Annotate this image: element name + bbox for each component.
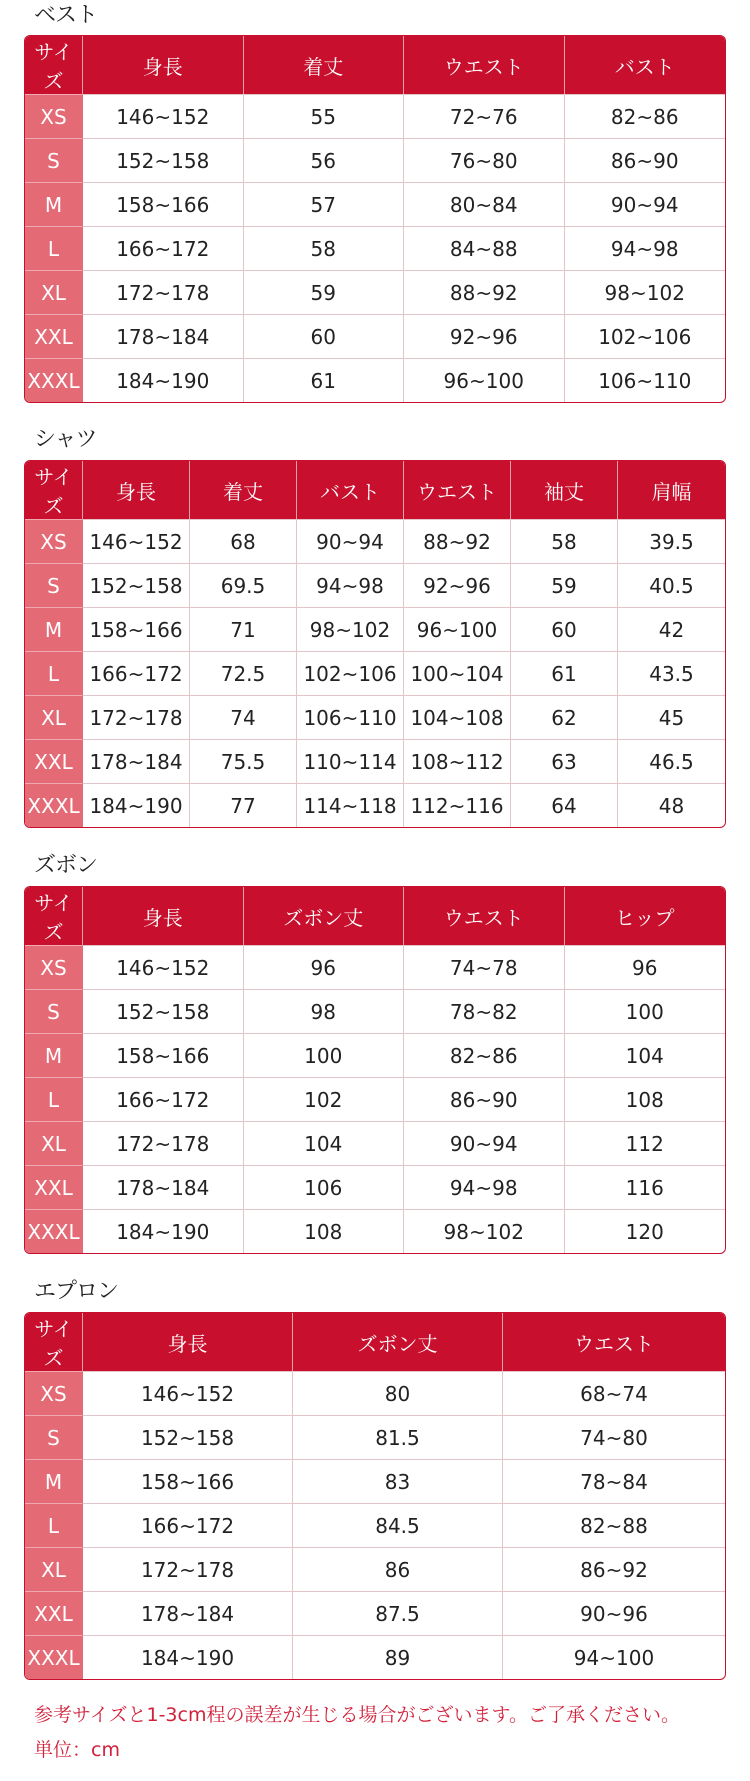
- measurement-cell: 68: [190, 519, 297, 563]
- measurement-cell: 69.5: [190, 563, 297, 607]
- measurement-cell: 110~114: [297, 739, 404, 783]
- measurement-cell: 90~96: [503, 1591, 725, 1635]
- measurement-cell: 60: [244, 314, 405, 358]
- column-header: バスト: [297, 461, 404, 519]
- measurement-cell: 146~152: [83, 94, 244, 138]
- measurement-cell: 158~166: [83, 1459, 293, 1503]
- size-label-cell: XXXL: [25, 1635, 83, 1679]
- column-header: サイズ: [25, 887, 83, 945]
- table-row: [25, 1121, 725, 1165]
- size-label-cell: M: [25, 607, 83, 651]
- table-row: [25, 783, 725, 827]
- measurement-cell: 42: [618, 607, 725, 651]
- measurement-cell: 74: [190, 695, 297, 739]
- table-row: [25, 270, 725, 314]
- measurement-cell: 178~184: [83, 1591, 293, 1635]
- pants-section-title: ズボン: [34, 853, 98, 878]
- column-header: ズボン丈: [293, 1313, 503, 1371]
- measurement-cell: 184~190: [83, 1209, 244, 1253]
- table-row: [25, 1415, 725, 1459]
- table-row: [25, 94, 725, 138]
- measurement-cell: 146~152: [83, 945, 244, 989]
- column-header: 身長: [83, 36, 244, 94]
- measurement-cell: 96: [244, 945, 405, 989]
- table-row: [25, 651, 725, 695]
- size-label-cell: XXL: [25, 1165, 83, 1209]
- size-label-cell: XXL: [25, 1591, 83, 1635]
- measurement-cell: 100: [565, 989, 726, 1033]
- table-row: [25, 1165, 725, 1209]
- measurement-cell: 102~106: [565, 314, 726, 358]
- table-row: [25, 1635, 725, 1679]
- measurement-cell: 74~78: [404, 945, 565, 989]
- table-row: [25, 1503, 725, 1547]
- size-label-cell: L: [25, 1503, 83, 1547]
- column-header: 肩幅: [618, 461, 725, 519]
- measurement-cell: 92~96: [404, 563, 511, 607]
- column-header: バスト: [565, 36, 726, 94]
- measurement-cell: 158~166: [83, 1033, 244, 1077]
- measurement-cell: 86~90: [404, 1077, 565, 1121]
- measurement-cell: 89: [293, 1635, 503, 1679]
- table-row: [25, 989, 725, 1033]
- column-header: 着丈: [190, 461, 297, 519]
- measurement-cell: 55: [244, 94, 405, 138]
- shirt-size-table: [24, 460, 726, 828]
- table-row: [25, 182, 725, 226]
- measurement-cell: 75.5: [190, 739, 297, 783]
- measurement-cell: 81.5: [293, 1415, 503, 1459]
- measurement-cell: 166~172: [83, 226, 244, 270]
- measurement-cell: 56: [244, 138, 405, 182]
- measurement-cell: 82~86: [565, 94, 726, 138]
- vest-section-title: ベスト: [34, 3, 98, 28]
- table-row: [25, 739, 725, 783]
- measurement-cell: 68~74: [503, 1371, 725, 1415]
- measurement-cell: 166~172: [83, 1077, 244, 1121]
- measurement-cell: 82~88: [503, 1503, 725, 1547]
- measurement-cell: 87.5: [293, 1591, 503, 1635]
- measurement-cell: 106~110: [297, 695, 404, 739]
- measurement-cell: 88~92: [404, 519, 511, 563]
- table-row: [25, 138, 725, 182]
- size-label-cell: XXXL: [25, 783, 83, 827]
- table-header-row: [25, 887, 725, 945]
- measurement-cell: 98~102: [565, 270, 726, 314]
- size-label-cell: XL: [25, 270, 83, 314]
- pants-size-table: [24, 886, 726, 1254]
- column-header: 身長: [83, 461, 190, 519]
- measurement-cell: 61: [511, 651, 618, 695]
- measurement-cell: 120: [565, 1209, 726, 1253]
- measurement-cell: 45: [618, 695, 725, 739]
- size-label-cell: M: [25, 1033, 83, 1077]
- measurement-cell: 166~172: [83, 1503, 293, 1547]
- size-label-cell: XXXL: [25, 358, 83, 402]
- measurement-cell: 92~96: [404, 314, 565, 358]
- size-label-cell: S: [25, 1415, 83, 1459]
- measurement-cell: 72.5: [190, 651, 297, 695]
- measurement-cell: 43.5: [618, 651, 725, 695]
- measurement-cell: 114~118: [297, 783, 404, 827]
- apron-size-table: [24, 1312, 726, 1680]
- measurement-cell: 104~108: [404, 695, 511, 739]
- measurement-cell: 146~152: [83, 519, 190, 563]
- table-header-row: [25, 1313, 725, 1371]
- measurement-cell: 98~102: [297, 607, 404, 651]
- size-label-cell: XXL: [25, 739, 83, 783]
- measurement-cell: 90~94: [404, 1121, 565, 1165]
- measurement-cell: 86~90: [565, 138, 726, 182]
- column-header: 身長: [83, 887, 244, 945]
- measurement-cell: 102~106: [297, 651, 404, 695]
- size-disclaimer: 参考サイズと1-3cm程の誤差が生じる場合がございます。ご了承ください。: [34, 1704, 680, 1726]
- measurement-cell: 152~158: [83, 138, 244, 182]
- column-header: サイズ: [25, 461, 83, 519]
- table-row: [25, 519, 725, 563]
- measurement-cell: 178~184: [83, 1165, 244, 1209]
- measurement-cell: 100~104: [404, 651, 511, 695]
- measurement-cell: 152~158: [83, 989, 244, 1033]
- measurement-cell: 71: [190, 607, 297, 651]
- measurement-cell: 172~178: [83, 1547, 293, 1591]
- measurement-cell: 46.5: [618, 739, 725, 783]
- table-header-row: [25, 36, 725, 94]
- column-header: ズボン丈: [244, 887, 405, 945]
- measurement-cell: 60: [511, 607, 618, 651]
- measurement-cell: 98: [244, 989, 405, 1033]
- column-header: 袖丈: [511, 461, 618, 519]
- measurement-cell: 166~172: [83, 651, 190, 695]
- size-label-cell: S: [25, 138, 83, 182]
- measurement-cell: 152~158: [83, 1415, 293, 1459]
- measurement-cell: 94~98: [404, 1165, 565, 1209]
- size-label-cell: XL: [25, 695, 83, 739]
- measurement-cell: 184~190: [83, 783, 190, 827]
- measurement-cell: 62: [511, 695, 618, 739]
- apron-section-title: エプロン: [34, 1279, 119, 1304]
- measurement-cell: 104: [244, 1121, 405, 1165]
- measurement-cell: 74~80: [503, 1415, 725, 1459]
- table-row: [25, 1209, 725, 1253]
- measurement-cell: 64: [511, 783, 618, 827]
- measurement-cell: 86: [293, 1547, 503, 1591]
- measurement-cell: 172~178: [83, 270, 244, 314]
- size-label-cell: S: [25, 563, 83, 607]
- column-header: ウエスト: [404, 887, 565, 945]
- measurement-cell: 59: [244, 270, 405, 314]
- size-label-cell: L: [25, 1077, 83, 1121]
- measurement-cell: 88~92: [404, 270, 565, 314]
- measurement-cell: 78~82: [404, 989, 565, 1033]
- size-label-cell: L: [25, 226, 83, 270]
- measurement-cell: 112~116: [404, 783, 511, 827]
- table-row: [25, 1371, 725, 1415]
- measurement-cell: 77: [190, 783, 297, 827]
- measurement-cell: 61: [244, 358, 405, 402]
- table-row: [25, 695, 725, 739]
- size-label-cell: S: [25, 989, 83, 1033]
- table-row: [25, 226, 725, 270]
- measurement-cell: 40.5: [618, 563, 725, 607]
- shirt-section-title: シャツ: [34, 427, 97, 452]
- measurement-cell: 59: [511, 563, 618, 607]
- table-row: [25, 314, 725, 358]
- column-header: ウエスト: [404, 461, 511, 519]
- measurement-cell: 63: [511, 739, 618, 783]
- measurement-cell: 102: [244, 1077, 405, 1121]
- table-row: [25, 1033, 725, 1077]
- measurement-cell: 108~112: [404, 739, 511, 783]
- table-row: [25, 1591, 725, 1635]
- measurement-cell: 108: [244, 1209, 405, 1253]
- measurement-cell: 83: [293, 1459, 503, 1503]
- measurement-cell: 96: [565, 945, 726, 989]
- measurement-cell: 48: [618, 783, 725, 827]
- column-header: ウエスト: [503, 1313, 725, 1371]
- measurement-cell: 104: [565, 1033, 726, 1077]
- table-row: [25, 607, 725, 651]
- unit-label: 単位：cm: [34, 1739, 120, 1761]
- measurement-cell: 106: [244, 1165, 405, 1209]
- measurement-cell: 58: [244, 226, 405, 270]
- measurement-cell: 80: [293, 1371, 503, 1415]
- table-row: [25, 358, 725, 402]
- column-header: サイズ: [25, 1313, 83, 1371]
- column-header: 着丈: [244, 36, 405, 94]
- measurement-cell: 72~76: [404, 94, 565, 138]
- size-label-cell: M: [25, 1459, 83, 1503]
- measurement-cell: 82~86: [404, 1033, 565, 1077]
- measurement-cell: 106~110: [565, 358, 726, 402]
- measurement-cell: 86~92: [503, 1547, 725, 1591]
- table-row: [25, 1077, 725, 1121]
- measurement-cell: 112: [565, 1121, 726, 1165]
- column-header: サイズ: [25, 36, 83, 94]
- size-label-cell: XL: [25, 1547, 83, 1591]
- table-header-row: [25, 461, 725, 519]
- measurement-cell: 152~158: [83, 563, 190, 607]
- table-row: [25, 563, 725, 607]
- column-header: 身長: [83, 1313, 293, 1371]
- measurement-cell: 84.5: [293, 1503, 503, 1547]
- measurement-cell: 100: [244, 1033, 405, 1077]
- measurement-cell: 98~102: [404, 1209, 565, 1253]
- measurement-cell: 178~184: [83, 739, 190, 783]
- measurement-cell: 90~94: [297, 519, 404, 563]
- measurement-cell: 90~94: [565, 182, 726, 226]
- size-label-cell: XS: [25, 945, 83, 989]
- measurement-cell: 146~152: [83, 1371, 293, 1415]
- measurement-cell: 172~178: [83, 695, 190, 739]
- measurement-cell: 158~166: [83, 182, 244, 226]
- measurement-cell: 58: [511, 519, 618, 563]
- size-label-cell: XS: [25, 94, 83, 138]
- measurement-cell: 178~184: [83, 314, 244, 358]
- size-label-cell: M: [25, 182, 83, 226]
- measurement-cell: 172~178: [83, 1121, 244, 1165]
- size-label-cell: XXXL: [25, 1209, 83, 1253]
- measurement-cell: 94~98: [565, 226, 726, 270]
- size-label-cell: XS: [25, 519, 83, 563]
- measurement-cell: 78~84: [503, 1459, 725, 1503]
- measurement-cell: 96~100: [404, 358, 565, 402]
- vest-size-table: [24, 35, 726, 403]
- table-row: [25, 1459, 725, 1503]
- measurement-cell: 184~190: [83, 1635, 293, 1679]
- size-label-cell: XL: [25, 1121, 83, 1165]
- measurement-cell: 96~100: [404, 607, 511, 651]
- column-header: ヒップ: [565, 887, 726, 945]
- measurement-cell: 158~166: [83, 607, 190, 651]
- table-row: [25, 945, 725, 989]
- size-label-cell: XXL: [25, 314, 83, 358]
- size-label-cell: L: [25, 651, 83, 695]
- table-row: [25, 1547, 725, 1591]
- measurement-cell: 108: [565, 1077, 726, 1121]
- measurement-cell: 94~98: [297, 563, 404, 607]
- size-label-cell: XS: [25, 1371, 83, 1415]
- measurement-cell: 94~100: [503, 1635, 725, 1679]
- measurement-cell: 116: [565, 1165, 726, 1209]
- measurement-cell: 84~88: [404, 226, 565, 270]
- measurement-cell: 184~190: [83, 358, 244, 402]
- measurement-cell: 57: [244, 182, 405, 226]
- column-header: ウエスト: [404, 36, 565, 94]
- measurement-cell: 80~84: [404, 182, 565, 226]
- measurement-cell: 76~80: [404, 138, 565, 182]
- measurement-cell: 39.5: [618, 519, 725, 563]
